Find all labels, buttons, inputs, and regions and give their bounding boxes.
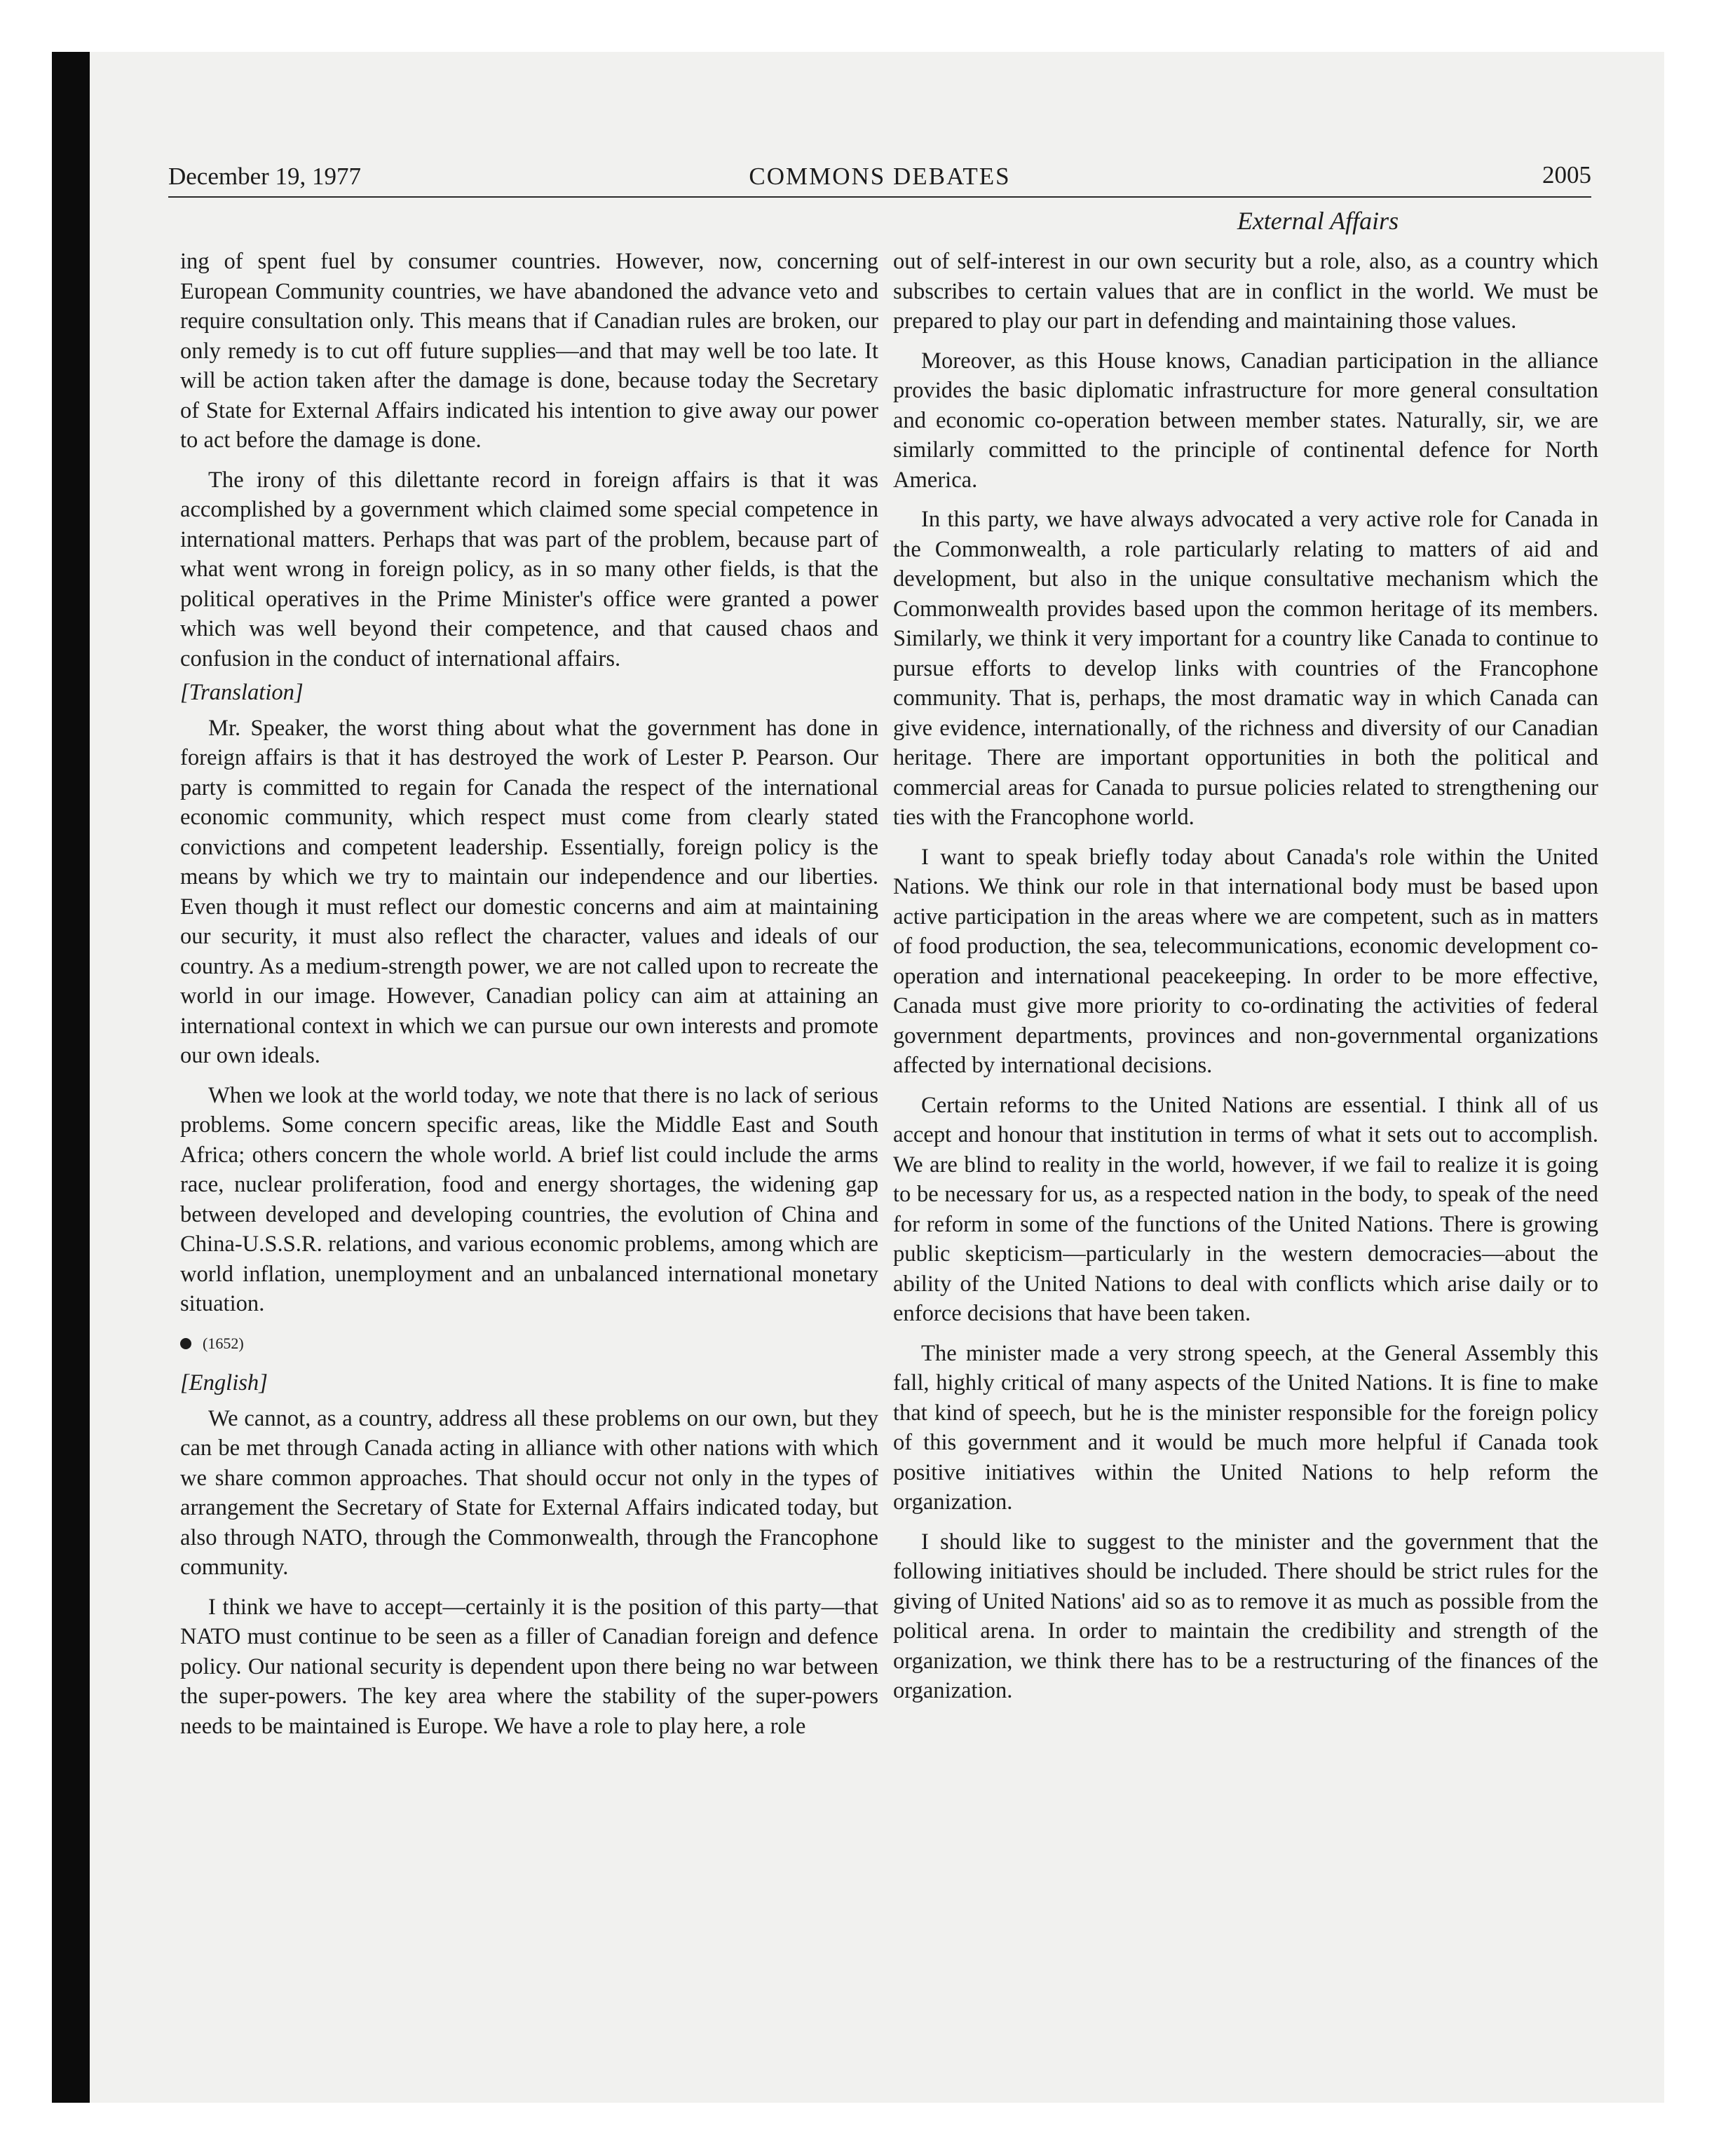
language-marker: [English] <box>180 1370 268 1396</box>
header-title: COMMONS DEBATES <box>749 163 1011 190</box>
paragraph: out of self-interest in our own security but a role, also, as a country which subscribes to certain values that are in conflict in the world. We must be prepared to play our part in defending and maintaining those values. <box>893 249 1598 334</box>
left-column <box>180 247 878 1741</box>
paragraph: ing of spent fuel by consumer countries. However, now, concerning European Community countries, we have abandoned the advance veto and require consultation only. This means that if Canadian rules are broken, our only remedy is to cut off future supplies—and that may well be too late. It will be action taken after the damage is done, because today the Secretary of State for External Affairs indicated his intention to give away our power to act before the damage is done. <box>180 249 878 453</box>
section-heading: External Affairs <box>1237 207 1399 235</box>
paragraph: The irony of this dilettante record in foreign affairs is that it was accomplished by a government which claimed some special competence in international matters. Perhaps that was part of the problem, because part of what went wrong in foreign policy, as in so many other fields, is that the political operatives in the Prime Minister's office were granted a power which was well beyond their competence, and that caused chaos and confusion in the conduct of international affairs. <box>180 467 878 671</box>
paragraph: Moreover, as this House knows, Canadian participation in the alliance provides the basic diplomatic infrastructure for more general consultation and economic co-operation between member states. Naturally, sir, we are similarly committed to the principle of continental defence for North America. <box>893 348 1598 493</box>
bullet-icon <box>180 1338 191 1349</box>
time-marker-text: (1652) <box>203 1334 244 1352</box>
scan-binding-edge <box>52 52 90 2103</box>
paragraph: I want to speak briefly today about Canada's role within the United Nations. We think our role in that international body must be based upon active participation in the areas where we are competent, such as in matters of food production, the sea, telecommunications, economic development co-operation and international peacekeeping. In order to be more effective, Canada must give more priority to co-ordinating the activities of federal government departments, provinces and non-governmental organizations affected by international decisions. <box>893 844 1598 1078</box>
paragraph: Certain reforms to the United Nations are essential. I think all of us accept and honour that institution in terms of what it sets out to accomplish. We are blind to reality in the world, however, if we fail to realize it is going to be necessary for us, as a respected nation in the body, to speak of the need for reform in some of the functions of the United Nations. There is growing public skepticism—particularly in the western democracies—about the ability of the United Nations to deal with conflicts which arise daily or to enforce decisions that have been taken. <box>893 1092 1598 1326</box>
paragraph: I think we have to accept—certainly it is the position of this party—that NATO must continue to be seen as a filler of Canadian foreign and defence policy. Our national security is dependent upon there being no war between the super-powers. The key area where the stability of the super-powers needs to be maintained is Europe. We have a role to play here, a role <box>180 1594 878 1739</box>
time-marker <box>180 1329 878 1359</box>
paragraph: Mr. Speaker, the worst thing about what the government has done in foreign affairs is that it has destroyed the work of Lester P. Pearson. Our party is committed to regain for Canada the respect of the international economic community, which respect must come from clearly stated convictions and competent leadership. Essentially, foreign policy is the means by which we try to maintain our independence and our liberties. Even though it must reflect our domestic concerns and aim at maintaining our security, it must also reflect the character, values and ideals of our country. As a medium-strength power, we are not called upon to recreate the world in our image. However, Canadian policy can aim at attaining an international context in which we can pursue our own interests and promote our own ideals. <box>180 715 878 1068</box>
paragraph: The minister made a very strong speech, at the General Assembly this fall, highly critical of many aspects of the United Nations. It is fine to make that kind of speech, but he is the minister responsible for the foreign policy of this government and it would be much more helpful if Canada took positive initiatives within the United Nations to help reform the organization. <box>893 1340 1598 1515</box>
paragraph: In this party, we have always advocated a very active role for Canada in the Commonwealth, a role particularly relating to matters of aid and development, but also in the unique consultative mechanism which the Commonwealth provides based upon the common heritage of its members. Similarly, we think it very important for a country like Canada to continue to pursue efforts to develop links with countries of the Francophone community. That is, perhaps, the most dramatic way in which Canada can give evidence, internationally, of the richness and diversity of our Canadian heritage. There are important opportunities in both the political and commercial areas for Canada to pursue policies related to strengthening our ties with the Francophone world. <box>893 507 1598 830</box>
right-column <box>893 247 1598 1706</box>
paragraph: I should like to suggest to the minister and the government that the following initiatives should be included. There should be strict rules for the giving of United Nations' aid so as to remove it as much as possible from the political arena. In order to maintain the credibility and strength of the organization, we think there has to be a restructuring of the finances of the organization. <box>893 1529 1598 1703</box>
running-header <box>168 156 1591 198</box>
paragraph: When we look at the world today, we note that there is no lack of serious problems. Some concern specific areas, like the Middle East and South Africa; others concern the whole world. A brief list could include the arms race, nuclear proliferation, food and energy shortages, the widening gap between developed and developing countries, the evolution of China and China-U.S.S.R. relations, and various economic problems, among which are world inflation, unemployment and an unbalanced international monetary situation. <box>180 1082 878 1316</box>
paragraph: We cannot, as a country, address all these problems on our own, but they can be met through Canada acting in alliance with other nations with which we share common approaches. That should occur not only in the types of arrangement the Secretary of State for External Affairs indicated today, but also through NATO, through the Commonwealth, through the Francophone community. <box>180 1405 878 1580</box>
language-marker: [Translation] <box>180 680 304 705</box>
header-date: December 19, 1977 <box>168 163 362 190</box>
page-number: 2005 <box>1542 161 1591 189</box>
